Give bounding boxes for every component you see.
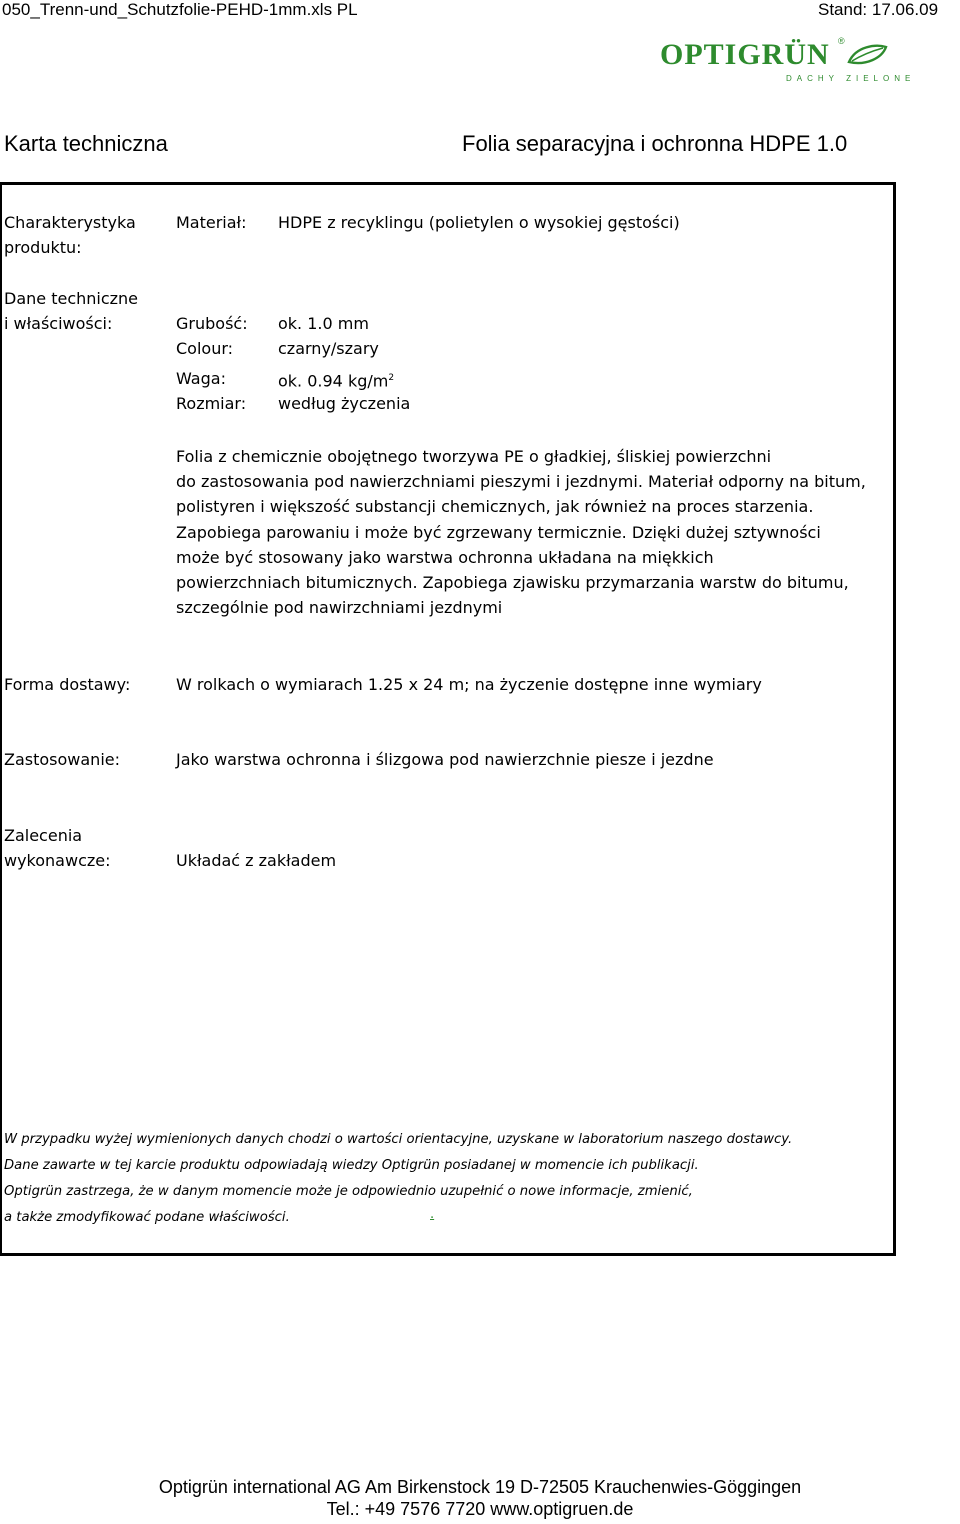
disclaimer-line-1: W przypadku wyżej wymienionych danych chodzi o wartości orientacyjne, uzyskane w laboratorium naszego dostawcy. — [4, 1132, 793, 1147]
delivery-value: W rolkach o wymiarach 1.25 x 24 m; na życzenie dostępne inne wymiary — [176, 675, 762, 694]
disclaimer-link[interactable]: . — [430, 1207, 435, 1222]
colour-value: czarny/szary — [278, 339, 379, 358]
thickness-label: Grubość: — [176, 314, 248, 333]
application-value: Jako warstwa ochronna i ślizgowa pod nawierzchnie piesze i jezdne — [176, 750, 714, 769]
recommendations-label-line1: Zalecenia — [4, 826, 83, 845]
footer-address: Optigrün international AG Am Birkenstock 19 D-72505 Krauchenwies-Göggingen — [158, 1477, 802, 1497]
recommendations-label-line2: wykonawcze: — [4, 851, 111, 870]
registered-mark: ® — [838, 36, 845, 46]
disclaimer-line-4: a także zmodyfikować podane właściwości. — [4, 1210, 290, 1225]
material-value: HDPE z recyklingu (polietylen o wysokiej gęstości) — [278, 213, 680, 232]
logo-wordmark: OPTIGRÜN — [660, 38, 830, 71]
footer-contact: Tel.: +49 7576 7720 www.optigruen.de — [326, 1499, 634, 1519]
logo-tagline: DACHY ZIELONE — [786, 74, 916, 83]
recommendations-value: Układać z zakładem — [176, 851, 337, 870]
colour-label: Colour: — [176, 339, 234, 358]
document-date: Stand: 17.06.09 — [818, 0, 939, 19]
technical-label-line2: i właściwości: — [4, 314, 113, 333]
characteristics-label: Charakterystyka produktu: — [4, 213, 136, 257]
doc-type-title: Karta techniczna — [4, 131, 168, 156]
product-title: Folia separacyjna i ochronna HDPE 1.0 — [462, 131, 848, 156]
frame-left-border — [0, 184, 2, 1255]
thickness-value: ok. 1.0 mm — [278, 314, 369, 333]
delivery-label: Forma dostawy: — [4, 675, 131, 694]
disclaimer-line-3: Optigrün zastrzega, że w danym momencie może je odpowiednio uzupełnić o nowe informacje, zmienić, — [4, 1184, 693, 1199]
optigruen-logo — [660, 36, 916, 86]
leaf-icon — [846, 44, 888, 66]
material-label: Materiał: — [176, 213, 247, 232]
disclaimer-line-2: Dane zawarte w tej karcie produktu odpowiadają wiedzy Optigrün posiadanej w momencie ich publikacji. — [4, 1158, 699, 1173]
technical-label-line1: Dane techniczne — [4, 289, 139, 308]
size-label: Rozmiar: — [176, 394, 247, 413]
application-label: Zastosowanie: — [4, 750, 120, 769]
document-filename: 050_Trenn-und_Schutzfolie-PEHD-1mm.xls PL — [2, 0, 358, 19]
weight-label: Waga: — [176, 369, 226, 388]
content-frame — [0, 184, 896, 1256]
size-value: według życzenia — [278, 394, 411, 413]
product-description: Folia z chemicznie obojętnego tworzywa PE o gładkiej, śliskiej powierzchni do zastosowania pod nawierzchniami pieszymi i jezdnymi. Materiał odporny na bitum, polistyren i większość substancji chemicznych, jak również na proces starzenia. Zapobiega parowaniu i może być zgrzewany termicznie. Dzięki dużej sztywności może być stosowany jako warstwa ochronna układana na miękkich powierzchniach bitumicznych. Zapobiega zjawisku przymarzania warstw do bitumu, szczególnie pod nawirzchniami jezdnymi — [176, 447, 866, 618]
weight-value: ok. 0.94 $kg/m^2$ — [278, 371, 395, 391]
